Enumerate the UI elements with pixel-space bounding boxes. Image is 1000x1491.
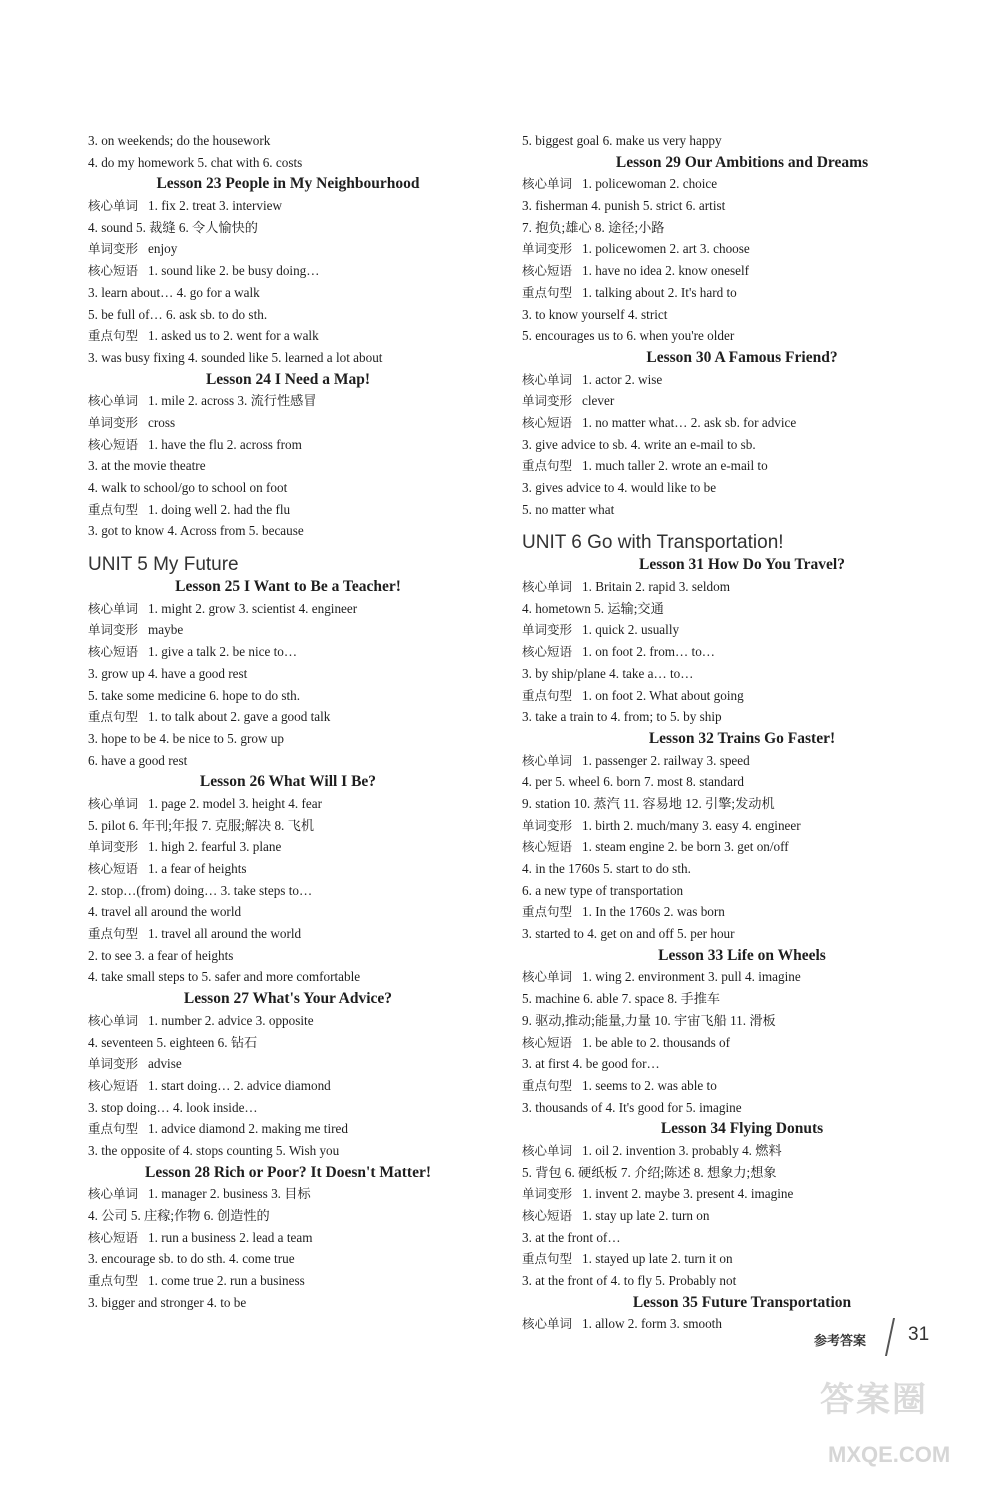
answer-line: 3. got to know 4. Across from 5. because	[88, 523, 304, 539]
answer-line	[88, 412, 488, 434]
answer-text: 1. page 2. model 3. height 4. fear	[148, 795, 322, 811]
answer-line	[88, 1075, 488, 1097]
answer-line: 3. on weekends; do the housework	[88, 133, 271, 148]
section-label: 单词变形	[88, 622, 139, 638]
answer-line: 4. walk to school/go to school on foot	[88, 480, 288, 495]
answer-line: 4. travel all around the world	[88, 904, 242, 920]
section-label: 核心单词	[522, 371, 573, 387]
lesson-heading: Lesson 23 People in My Neighbourhood	[156, 175, 420, 193]
answer-text: 1. birth 2. much/many 3. easy 4. engineer	[582, 817, 801, 833]
answer-line: 3. take a train to 4. from; to 5. by ship	[522, 709, 722, 725]
answer-text: 1. oil 2. invention 3. probably 4. 燃料	[582, 1142, 782, 1158]
answer-line	[522, 455, 962, 477]
answer-text: 1. run a business 2. lead a team	[148, 1229, 313, 1245]
answer-line	[522, 390, 962, 412]
answer-line: 4. in the 1760s 5. start to do sth.	[522, 861, 691, 876]
answer-line: 3. at first 4. be good for…	[522, 1056, 660, 1072]
answer-line	[522, 966, 962, 988]
answer-text: 1. much taller 2. wrote an e-mail to	[582, 458, 768, 474]
section-label: 核心单词	[88, 1012, 139, 1028]
answer-line	[88, 195, 488, 217]
answer-text: 1. be able to 2. thousands of	[582, 1034, 730, 1050]
answer-line	[522, 836, 962, 858]
section-label: 重点句型	[522, 284, 573, 300]
answer-line	[522, 685, 962, 707]
answer-line: 3. bigger and stronger 4. to be	[88, 1294, 247, 1310]
answer-text: 1. invent 2. maybe 3. present 4. imagine	[582, 1186, 794, 1202]
answer-line: 3. at the movie theatre	[88, 458, 206, 474]
section-label: 重点句型	[522, 1077, 573, 1093]
section-label: 单词变形	[522, 241, 573, 257]
section-label: 核心单词	[88, 393, 139, 409]
answer-line	[522, 369, 962, 391]
section-label: 重点句型	[522, 687, 573, 703]
lesson-heading: Lesson 25 I Want to Be a Teacher!	[175, 578, 401, 596]
section-label: 核心短语	[88, 436, 139, 452]
answer-line: 4. seventeen 5. eighteen 6. 钻石	[88, 1034, 258, 1050]
answer-text: 1. sound like 2. be busy doing…	[148, 263, 320, 279]
answer-text: 1. policewomen 2. art 3. choose	[582, 241, 750, 257]
section-label: 重点句型	[88, 1121, 139, 1137]
answer-line	[88, 1053, 488, 1075]
answer-line: 3. grow up 4. have a good rest	[88, 665, 248, 681]
answer-line	[522, 238, 962, 260]
answer-text: 1. asked us to 2. went for a walk	[148, 328, 319, 344]
section-label: 重点句型	[88, 709, 139, 725]
answer-line	[522, 750, 962, 772]
unit-heading: UNIT 5 My Future	[88, 554, 239, 576]
answer-text: 1. talking about 2. It's hard to	[582, 284, 737, 300]
answer-text: 1. to talk about 2. gave a good talk	[148, 709, 331, 725]
answer-text: 1. actor 2. wise	[582, 371, 663, 387]
answer-text: 1. no matter what… 2. ask sb. for advice	[582, 414, 797, 430]
section-label: 核心短语	[88, 1229, 139, 1245]
answer-line	[522, 282, 962, 304]
answer-text: enjoy	[148, 241, 178, 257]
answer-line	[522, 1248, 962, 1270]
answer-text: 1. quick 2. usually	[582, 622, 680, 638]
section-label: 重点句型	[522, 458, 573, 474]
answer-line: 3. learn about… 4. go for a walk	[88, 284, 260, 300]
answer-text: 1. wing 2. environment 3. pull 4. imagine	[582, 969, 801, 985]
answer-line: 6. have a good rest	[88, 752, 188, 768]
answer-line: 3. by ship/plane 4. take a… to…	[522, 665, 694, 681]
answer-line	[88, 793, 488, 815]
answer-text: 1. start doing… 2. advice diamond	[148, 1077, 331, 1093]
lesson-heading: Lesson 31 How Do You Travel?	[639, 556, 845, 574]
section-label: 核心短语	[522, 263, 573, 279]
section-label: 单词变形	[522, 1186, 573, 1202]
answer-line	[522, 576, 962, 598]
answer-line	[88, 499, 488, 521]
lesson-heading: Lesson 33 Life on Wheels	[658, 946, 826, 964]
answer-text: 1. a fear of heights	[148, 861, 247, 876]
answer-line: 3. fisherman 4. punish 5. strict 6. artist	[522, 198, 726, 214]
answer-line	[522, 901, 962, 923]
section-label: 核心单词	[522, 1142, 573, 1158]
section-label: 核心短语	[522, 414, 573, 430]
answer-line: 3. gives advice to 4. would like to be	[522, 480, 717, 495]
answer-text: 1. come true 2. run a business	[148, 1273, 305, 1289]
answer-line: 3. at the front of 4. to fly 5. Probably not	[522, 1273, 737, 1289]
answer-line	[88, 1183, 488, 1205]
section-label: 核心单词	[522, 1316, 573, 1332]
answer-text: advise	[148, 1056, 182, 1072]
right-column	[522, 130, 962, 1335]
answer-text: 1. seems to 2. was able to	[582, 1077, 717, 1093]
answer-line: 3. to know yourself 4. strict	[522, 306, 668, 322]
answer-text: 1. number 2. advice 3. opposite	[148, 1012, 314, 1028]
lesson-heading: Lesson 29 Our Ambitions and Dreams	[615, 153, 869, 171]
answer-text: 1. fix 2. treat 3. interview	[148, 198, 283, 214]
answer-line: 5. biggest goal 6. make us very happy	[522, 133, 722, 148]
answer-line	[522, 619, 962, 641]
answer-line: 5. encourages us to 6. when you're older	[522, 328, 735, 344]
answer-line: 4. take small steps to 5. safer and more comfortable	[88, 969, 361, 985]
answer-line	[522, 1205, 962, 1227]
answer-line	[522, 815, 962, 837]
lesson-heading: Lesson 24 I Need a Map!	[205, 370, 371, 388]
answer-text: 1. on foot 2. What about going	[582, 687, 744, 703]
answer-line: 3. the opposite of 4. stops counting 5. Wish you	[88, 1142, 340, 1158]
answer-line	[88, 858, 488, 880]
answer-line: 4. do my homework 5. chat with 6. costs	[88, 154, 303, 170]
answer-line: 5. 背包 6. 硬纸板 7. 介绍;陈述 8. 想象力;想象	[522, 1164, 777, 1180]
section-label: 核心单词	[88, 795, 139, 811]
section-label: 核心单词	[522, 969, 573, 985]
answer-line: 5. take some medicine 6. hope to do sth.	[88, 687, 301, 703]
section-label: 核心短语	[88, 861, 139, 876]
answer-line	[88, 1270, 488, 1292]
answer-line: 3. stop doing… 4. look inside…	[88, 1099, 258, 1115]
answer-line	[522, 1140, 962, 1162]
lesson-heading: Lesson 28 Rich or Poor? It Doesn't Matter!	[145, 1163, 431, 1181]
answer-line	[88, 619, 488, 641]
answer-line: 3. hope to be 4. be nice to 5. grow up	[88, 730, 284, 746]
section-label: 核心短语	[88, 263, 139, 279]
answer-text: 1. have no idea 2. know oneself	[582, 263, 750, 279]
answer-text: clever	[582, 393, 615, 409]
answer-text: 1. mile 2. across 3. 流行性感冒	[148, 393, 317, 409]
answer-text: 1. advice diamond 2. making me tired	[148, 1121, 348, 1137]
answer-line	[522, 1183, 962, 1205]
answer-line	[88, 1118, 488, 1140]
answer-text: 1. high 2. fearful 3. plane	[148, 839, 282, 855]
answer-line	[522, 1075, 962, 1097]
answer-line	[88, 260, 488, 282]
answer-text: 1. have the flu 2. across from	[148, 436, 302, 452]
lesson-heading: Lesson 32 Trains Go Faster!	[648, 729, 836, 747]
answer-line	[88, 325, 488, 347]
section-label: 核心单词	[88, 600, 139, 616]
answer-line	[88, 238, 488, 260]
answer-line: 6. a new type of transportation	[522, 882, 684, 898]
answer-line	[522, 641, 962, 663]
section-label: 单词变形	[88, 414, 139, 430]
section-label: 核心单词	[522, 176, 573, 192]
answer-line: 5. be full of… 6. ask sb. to do sth.	[88, 306, 268, 322]
answer-line: 5. no matter what	[522, 501, 615, 517]
answer-text: 1. policewoman 2. choice	[582, 176, 718, 192]
page-footer	[814, 1318, 974, 1358]
answer-line: 3. thousands of 4. It's good for 5. imagine	[522, 1099, 742, 1115]
section-label: 单词变形	[88, 241, 139, 257]
answer-line	[88, 1010, 488, 1032]
answer-text: 1. allow 2. form 3. smooth	[582, 1316, 722, 1332]
left-column	[88, 130, 488, 1313]
answer-text: 1. steam engine 2. be born 3. get on/off	[582, 839, 789, 855]
lesson-heading: Lesson 35 Future Transportation	[632, 1293, 852, 1311]
answer-line: 9. 驱动,推动;能量,力量 10. 宇宙飞船 11. 滑板	[522, 1012, 776, 1028]
answer-text: 1. travel all around the world	[148, 926, 302, 942]
watermark-logo	[820, 1372, 992, 1482]
footer-divider	[885, 1318, 895, 1356]
answer-line: 3. started to 4. get on and off 5. per hour	[522, 926, 735, 942]
answer-line	[522, 173, 962, 195]
section-label: 重点句型	[88, 926, 139, 942]
answer-text: 1. stayed up late 2. turn it on	[582, 1251, 733, 1267]
section-label: 单词变形	[88, 839, 139, 855]
answer-line: 9. station 10. 蒸汽 11. 容易地 12. 引擎;发动机	[522, 795, 775, 811]
answer-line	[88, 598, 488, 620]
answer-line	[522, 412, 962, 434]
answer-line	[88, 706, 488, 728]
section-label: 核心短语	[522, 644, 573, 660]
answer-line: 5. machine 6. able 7. space 8. 手推车	[522, 991, 721, 1007]
answer-text: maybe	[148, 622, 184, 638]
answer-text: 1. might 2. grow 3. scientist 4. engineer	[148, 600, 358, 616]
answer-text: 1. stay up late 2. turn on	[582, 1208, 710, 1223]
section-label: 核心短语	[522, 839, 573, 855]
section-label: 核心短语	[522, 1208, 573, 1223]
answer-line: 3. encourage sb. to do sth. 4. come true	[88, 1251, 295, 1267]
section-label: 核心单词	[88, 1186, 139, 1202]
footer-label: 参考答案	[814, 1334, 867, 1349]
answer-line	[88, 641, 488, 663]
section-label: 单词变形	[522, 622, 573, 638]
section-label: 核心单词	[522, 752, 573, 768]
section-label: 核心短语	[88, 1077, 139, 1093]
lesson-heading: Lesson 30 A Famous Friend?	[646, 348, 838, 366]
section-label: 核心单词	[522, 579, 573, 595]
section-label: 重点句型	[522, 904, 573, 920]
lesson-heading: Lesson 27 What's Your Advice?	[183, 990, 393, 1008]
answer-text: 1. give a talk 2. be nice to…	[148, 644, 298, 660]
answer-text: 1. manager 2. business 3. 目标	[148, 1186, 311, 1202]
section-label: 核心单词	[88, 198, 139, 214]
section-label: 重点句型	[88, 328, 139, 344]
answer-line	[88, 390, 488, 412]
page-number: 31	[908, 1324, 930, 1345]
answer-line: 2. stop…(from) doing… 3. take steps to…	[88, 882, 313, 898]
section-label: 重点句型	[522, 1251, 573, 1267]
answer-line: 4. per 5. wheel 6. born 7. most 8. standard	[522, 774, 744, 790]
section-label: 重点句型	[88, 501, 139, 517]
answer-line: 4. 公司 5. 庄稼;作物 6. 创造性的	[88, 1208, 270, 1223]
answer-line: 4. sound 5. 裁缝 6. 令人愉快的	[88, 219, 258, 235]
answer-line: 3. give advice to sb. 4. write an e-mail to sb.	[522, 436, 756, 452]
answer-line: 7. 抱负;雄心 8. 途径;小路	[522, 219, 665, 235]
answer-text: 1. Britain 2. rapid 3. seldom	[582, 579, 730, 595]
answer-line	[522, 260, 962, 282]
section-label: 重点句型	[88, 1273, 139, 1289]
answer-text: cross	[148, 414, 176, 430]
section-label: 核心短语	[522, 1034, 573, 1050]
answer-line: 3. was busy fixing 4. sounded like 5. learned a lot about	[88, 349, 383, 365]
section-label: 单词变形	[88, 1056, 139, 1072]
answer-text: 1. on foot 2. from… to…	[582, 644, 715, 660]
unit-heading: UNIT 6 Go with Transportation!	[522, 532, 784, 554]
answer-text: 1. In the 1760s 2. was born	[582, 904, 725, 920]
answer-line	[88, 1227, 488, 1249]
answer-line: 4. hometown 5. 运输;交通	[522, 600, 664, 616]
answer-text: 1. doing well 2. had the flu	[148, 501, 291, 517]
answer-line: 3. at the front of…	[522, 1229, 621, 1245]
watermark-url: MXQE.COM	[828, 1442, 951, 1467]
section-label: 单词变形	[522, 393, 573, 409]
answer-text: 1. passenger 2. railway 3. speed	[582, 752, 750, 768]
watermark-text: 答案圈	[820, 1380, 928, 1420]
answer-line	[88, 434, 488, 456]
answer-line	[88, 923, 488, 945]
section-label: 核心短语	[88, 644, 139, 660]
answer-line: 2. to see 3. a fear of heights	[88, 947, 234, 963]
section-label: 单词变形	[522, 817, 573, 833]
answer-line	[88, 836, 488, 858]
lesson-heading: Lesson 34 Flying Donuts	[660, 1120, 824, 1138]
answer-line: 5. pilot 6. 年刊;年报 7. 克服;解决 8. 飞机	[88, 817, 315, 833]
lesson-heading: Lesson 26 What Will I Be?	[199, 773, 377, 791]
answer-line	[522, 1032, 962, 1054]
